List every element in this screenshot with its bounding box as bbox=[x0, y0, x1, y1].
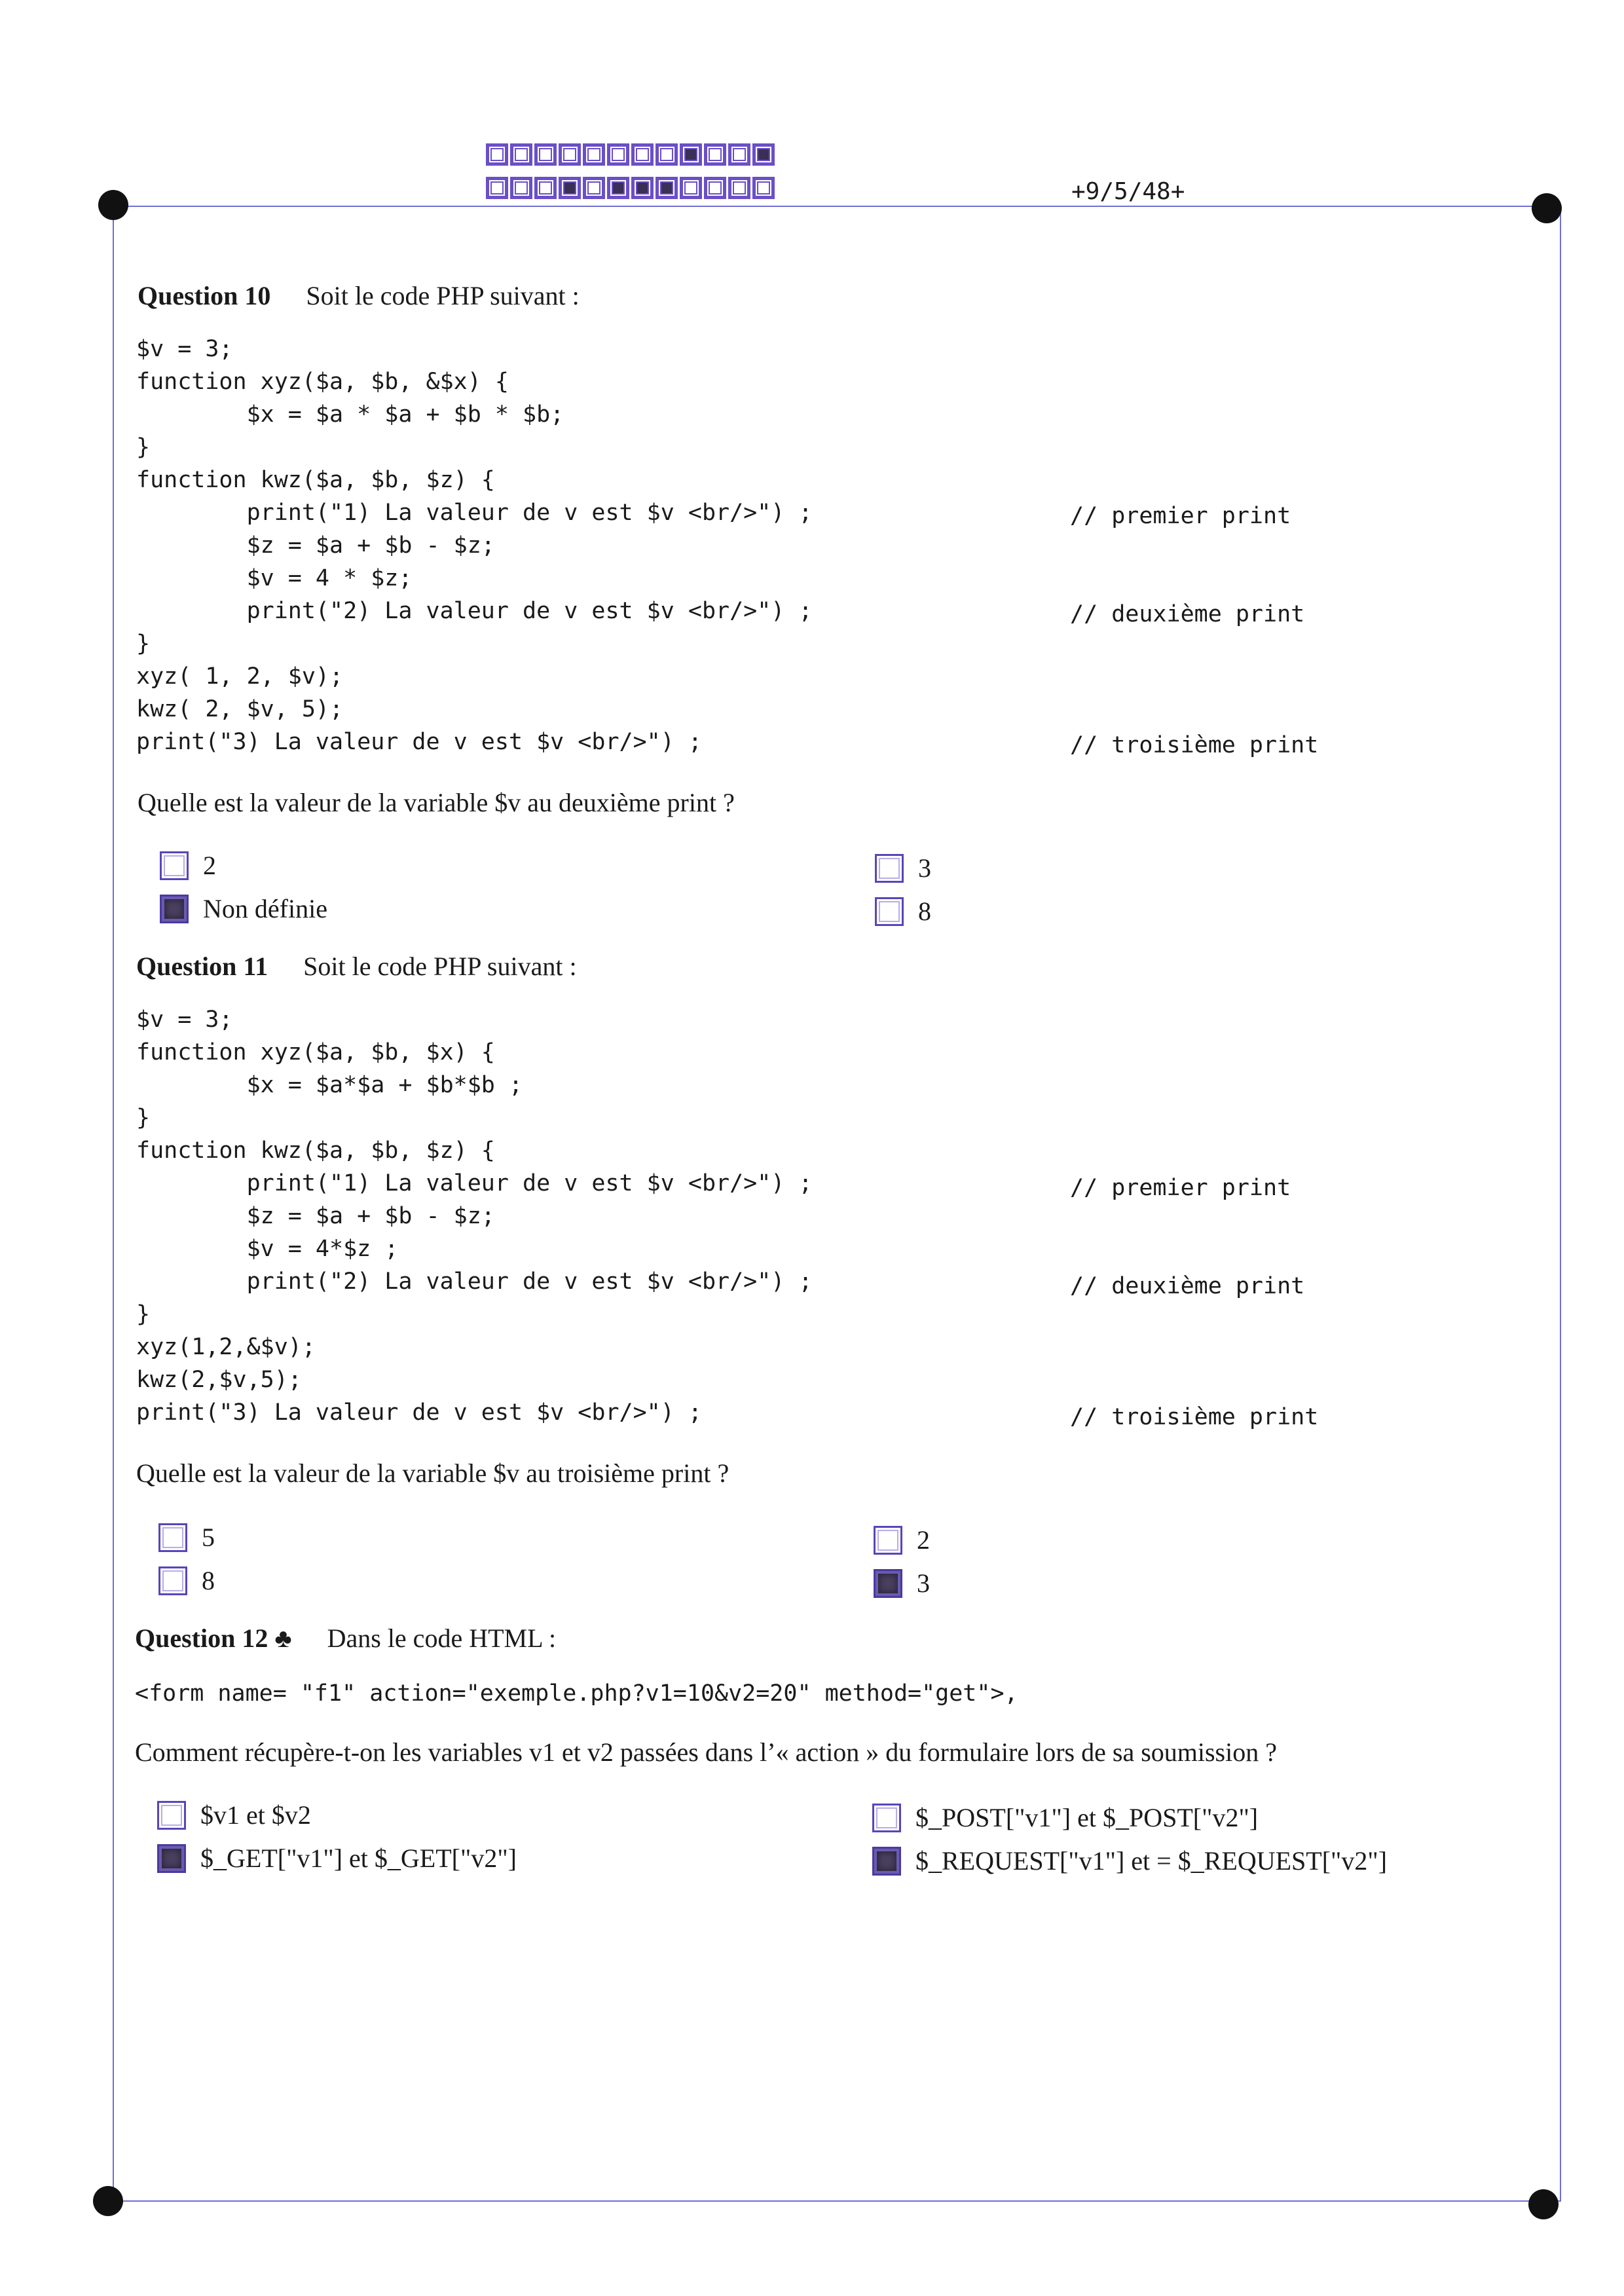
corner-mark-top-right bbox=[1532, 193, 1562, 223]
question-10-title bbox=[138, 280, 580, 311]
q11-option-b[interactable] bbox=[158, 1565, 215, 1596]
question-10-comment-1: // premier print bbox=[1070, 503, 1291, 529]
id-box bbox=[607, 143, 629, 166]
id-box bbox=[752, 177, 775, 199]
q12-option-a[interactable] bbox=[157, 1800, 311, 1830]
id-box bbox=[583, 177, 605, 199]
question-10-label: Question 10 bbox=[138, 281, 271, 310]
question-11-intro: Soit le code PHP suivant : bbox=[303, 952, 577, 981]
question-12-html-code: <form name= "f1" action="exemple.php?v1=10&v2=20" method="get">, bbox=[135, 1680, 1018, 1707]
q12-option-a-label: $v1 et $v2 bbox=[200, 1800, 311, 1830]
question-11-prompt: Quelle est la valeur de la variable $v au troisième print ? bbox=[136, 1458, 729, 1488]
q11-option-c-label: 2 bbox=[917, 1525, 930, 1555]
id-box bbox=[752, 143, 775, 166]
question-12-intro: Dans le code HTML : bbox=[327, 1623, 557, 1653]
page-code: +9/5/48+ bbox=[1071, 178, 1185, 205]
q11-option-a[interactable] bbox=[158, 1522, 215, 1553]
q11-option-c[interactable] bbox=[874, 1525, 930, 1555]
question-10-comment-2: // deuxième print bbox=[1070, 601, 1305, 627]
q11-option-a-checkbox[interactable] bbox=[158, 1523, 187, 1552]
question-10-prompt: Quelle est la valeur de la variable $v au deuxième print ? bbox=[138, 788, 735, 817]
id-box bbox=[534, 143, 557, 166]
question-11-label: Question 11 bbox=[136, 952, 268, 981]
q11-option-d-label: 3 bbox=[917, 1568, 930, 1598]
corner-mark-bottom-right bbox=[1528, 2189, 1559, 2219]
id-box bbox=[559, 177, 581, 199]
q12-option-b-checkbox[interactable] bbox=[157, 1844, 186, 1873]
student-id-row-2 bbox=[486, 177, 775, 199]
id-box bbox=[680, 143, 702, 166]
q10-option-c[interactable] bbox=[875, 853, 931, 883]
question-11-comment-2: // deuxième print bbox=[1070, 1273, 1305, 1299]
id-box bbox=[704, 143, 726, 166]
id-box bbox=[728, 177, 750, 199]
q10-option-d[interactable] bbox=[875, 896, 931, 927]
id-box bbox=[655, 143, 678, 166]
q10-option-a-label: 2 bbox=[203, 851, 216, 880]
question-12-label: Question 12 ♣ bbox=[135, 1623, 292, 1653]
q12-option-d-checkbox[interactable] bbox=[872, 1847, 901, 1876]
id-box bbox=[607, 177, 629, 199]
q11-option-c-checkbox[interactable] bbox=[874, 1526, 902, 1555]
q11-option-d-checkbox[interactable] bbox=[874, 1569, 902, 1598]
corner-mark-top-left bbox=[98, 190, 128, 220]
id-box bbox=[704, 177, 726, 199]
q10-option-c-checkbox[interactable] bbox=[875, 854, 904, 883]
id-box bbox=[583, 143, 605, 166]
id-box bbox=[655, 177, 678, 199]
id-box bbox=[510, 177, 532, 199]
id-box bbox=[728, 143, 750, 166]
id-box bbox=[559, 143, 581, 166]
q12-option-d[interactable] bbox=[872, 1845, 1387, 1876]
q12-option-a-checkbox[interactable] bbox=[157, 1801, 186, 1830]
q10-option-a[interactable] bbox=[160, 850, 216, 881]
q10-option-b[interactable] bbox=[160, 893, 327, 924]
q12-option-c[interactable] bbox=[872, 1802, 1258, 1833]
q10-option-d-checkbox[interactable] bbox=[875, 897, 904, 926]
q11-option-d[interactable] bbox=[874, 1568, 930, 1599]
id-box bbox=[534, 177, 557, 199]
id-box bbox=[631, 143, 654, 166]
question-11-comment-3: // troisième print bbox=[1070, 1404, 1319, 1430]
q10-option-d-label: 8 bbox=[918, 897, 931, 926]
id-box bbox=[680, 177, 702, 199]
q11-option-a-label: 5 bbox=[202, 1523, 215, 1552]
question-12-title bbox=[135, 1623, 556, 1654]
id-box bbox=[486, 143, 508, 166]
question-10-intro: Soit le code PHP suivant : bbox=[306, 281, 580, 310]
q12-option-d-label: $_REQUEST["v1"] et = $_REQUEST["v2"] bbox=[915, 1846, 1388, 1876]
question-11-title bbox=[136, 951, 577, 982]
question-10-code: $v = 3; function xyz($a, $b, &$x) { $x = $a * $a + $b * $b; } function kwz($a, $b, $z) { print("1) La valeur de v est $v <br/>") ; $z = $a + $b - $z; $v = 4 * $z; print("2) La valeur de v est $v <br/>") ; } xyz( 1, 2, $v); kwz( 2, $v, 5); print("3) La valeur de v est $v <br/>") ; bbox=[136, 336, 813, 755]
q11-option-b-checkbox[interactable] bbox=[158, 1566, 187, 1595]
id-box bbox=[510, 143, 532, 166]
q10-option-b-label: Non définie bbox=[203, 894, 327, 923]
question-12-prompt: Comment récupère-t-on les variables v1 et v2 passées dans l’« action » du formulaire lors de sa soumission ? bbox=[135, 1737, 1277, 1767]
q10-option-c-label: 3 bbox=[918, 853, 931, 883]
id-box bbox=[631, 177, 654, 199]
q12-option-c-label: $_POST["v1"] et $_POST["v2"] bbox=[915, 1803, 1259, 1832]
student-id-row-1 bbox=[486, 143, 775, 166]
q12-option-b[interactable] bbox=[157, 1843, 517, 1874]
id-box bbox=[486, 177, 508, 199]
corner-mark-bottom-left bbox=[93, 2186, 123, 2216]
question-11-code: $v = 3; function xyz($a, $b, $x) { $x = $a*$a + $b*$b ; } function kwz($a, $b, $z) { print("1) La valeur de v est $v <br/>") ; $z = $a + $b - $z; $v = 4*$z ; print("2) La valeur de v est $v <br/>") ; } xyz(1,2,&$v); kwz(2,$v,5); print("3) La valeur de v est $v <br/>") ; bbox=[136, 1007, 813, 1426]
q12-option-b-label: $_GET["v1"] et $_GET["v2"] bbox=[200, 1843, 517, 1873]
question-11-comment-1: // premier print bbox=[1070, 1175, 1291, 1201]
question-10-comment-3: // troisième print bbox=[1070, 732, 1319, 758]
q10-option-b-checkbox[interactable] bbox=[160, 895, 189, 923]
q12-option-c-checkbox[interactable] bbox=[872, 1804, 901, 1832]
q10-option-a-checkbox[interactable] bbox=[160, 851, 189, 880]
q11-option-b-label: 8 bbox=[202, 1566, 215, 1595]
